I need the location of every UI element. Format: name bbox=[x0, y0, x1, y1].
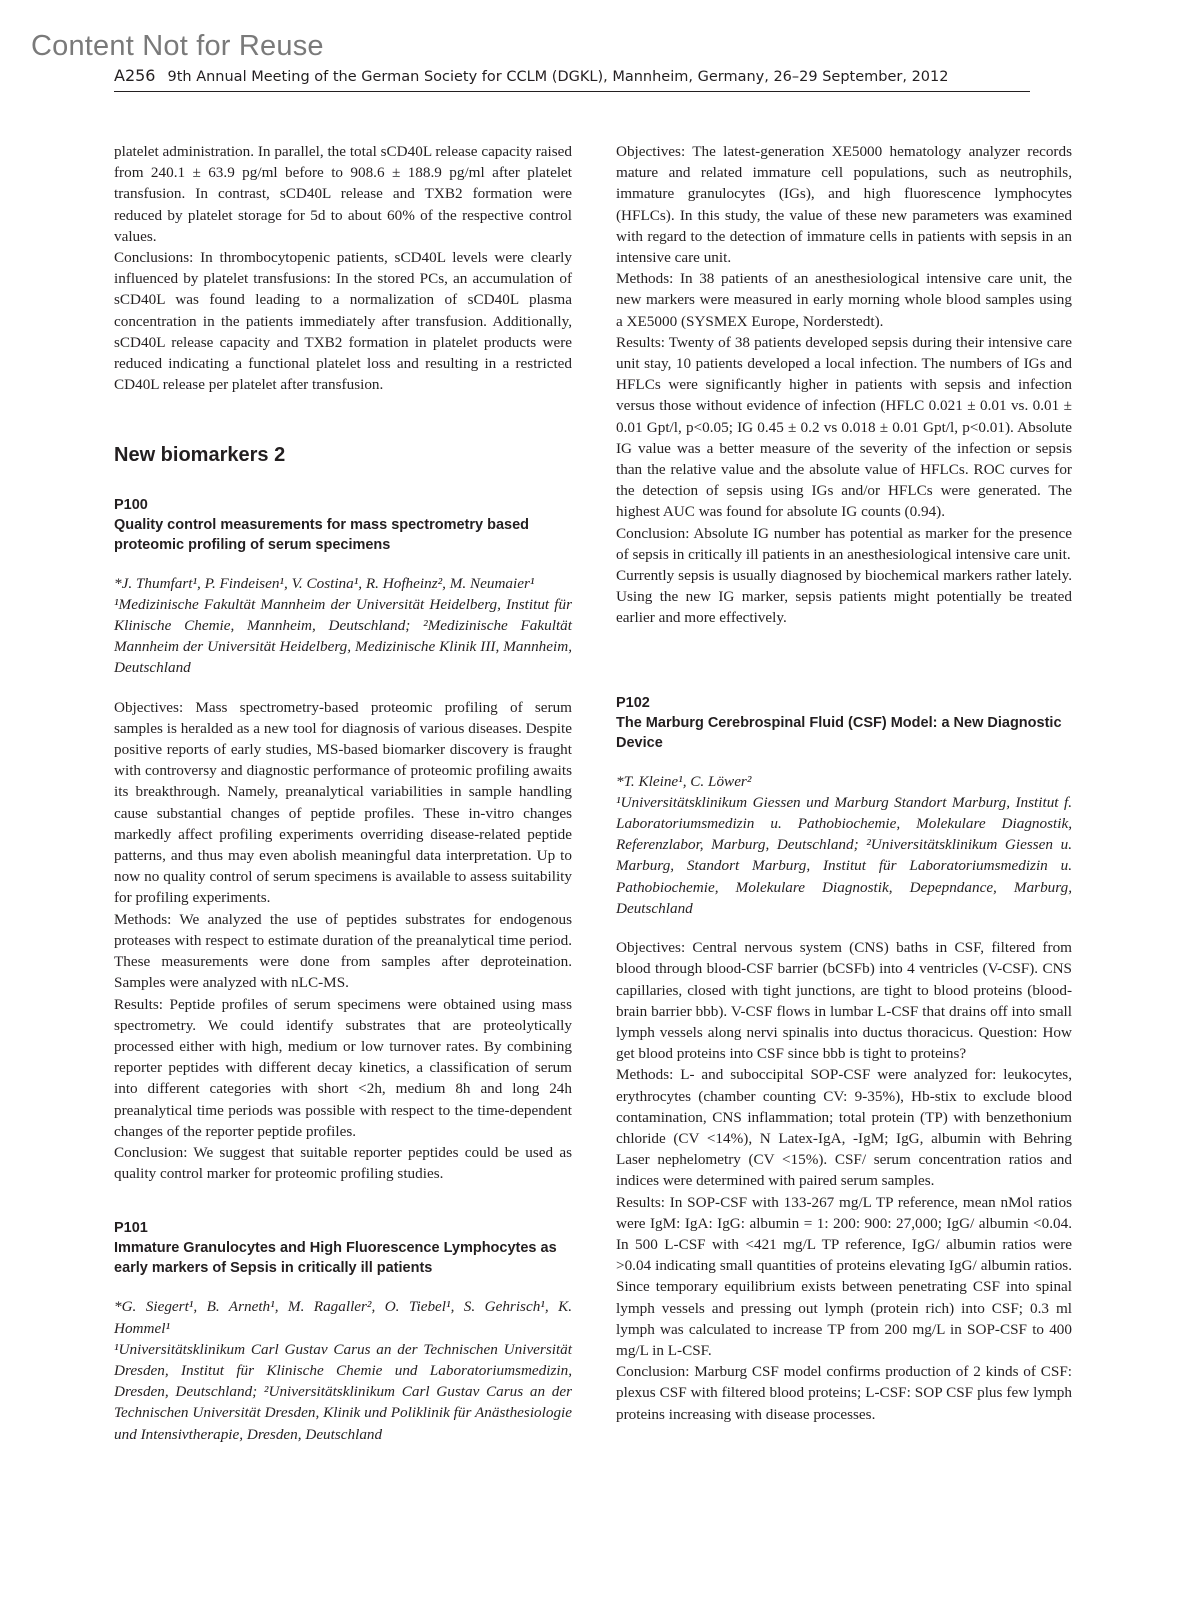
abstract-paragraph: Objectives: The latest-generation XE5000 hematology analyzer records mature and related immature cell populations, such as neutrophils, immature granulocytes (IGs), and high fluorescence lymphocytes (HFLCs). In this study, the value of these new parameters was examined with regard to the detection of immature cells in patients with sepsis in an intensive care unit. bbox=[616, 143, 1072, 267]
abstract-p102 bbox=[616, 693, 1072, 1425]
abstract-paragraph: Methods: In 38 patients of an anesthesiological intensive care unit, the new markers were measured in early morning whole blood samples using a XE5000 (SYSMEX Europe, Norderstedt). bbox=[616, 270, 1072, 330]
abstract-paragraph: Results: Peptide profiles of serum specimens were obtained using mass spectrometry. We could identify substrates that are proteolytically processed either with high, medium or low turnover rates. By combining reporter peptides with different decay kinetics, a classification of serum into different categories with short <2h, medium 8h and long 24h preanalytical time periods was possible with respect to the time-dependent changes of the reporter peptide profiles. bbox=[114, 995, 572, 1140]
abstract-title: Quality control measurements for mass spectrometry based proteomic profiling of serum specimens bbox=[114, 516, 530, 553]
abstract-affiliations: ¹Universitätsklinikum Carl Gustav Carus an der Technischen Universität Dresden, Institut für Klinische Chemie und Laboratoriumsmedizin, Dresden, Deutschland; ²Universitätsklinikum Carl Gustav Carus an der Technischen Universität Dresden, Klinik und Poliklinik für Anästhesiologie und Intensivtherapie, Dresden, Deutschland bbox=[114, 1340, 572, 1443]
abstract-id: P100 bbox=[114, 496, 148, 513]
left-column bbox=[114, 141, 572, 1445]
continuation-paragraph: Conclusions: In thrombocytopenic patients, sCD40L levels were clearly influenced by platelet transfusions: In the stored PCs, an accumulation of sCD40L was found leading to a normalization of sCD40L plasma concentration in the patients immediately after transfusion. Additionally, sCD40L release capacity and TXB2 formation in platelet products were reduced indicating a functional platelet loss and resulting in a restricted CD40L release per platelet after transfusion. bbox=[114, 249, 572, 394]
page-number: A256 bbox=[114, 66, 156, 85]
abstract-id: P102 bbox=[616, 694, 650, 711]
abstract-affiliations: ¹Universitätsklinikum Giessen und Marburg Standort Marburg, Institut f. Laboratoriumsmedizin u. Pathobiochemie, Molekulare Diagnostik, Referenzlabor, Marburg, Deutschland; ²Universitätsklinikum Giessen u. Marburg, Standort Marburg, Institut für Laboratoriumsmedizin u. Pathobiochemie, Molekulare Diagnostik, Depepndance, Marburg, Deutschland bbox=[616, 793, 1072, 917]
abstract-authors: *G. Siegert¹, B. Arneth¹, M. Ragaller², O. Tiebel¹, S. Gehrisch¹, K. Hommel¹ bbox=[114, 1298, 572, 1337]
abstract-paragraph: Conclusion: We suggest that suitable reporter peptides could be used as quality control marker for proteomic profiling studies. bbox=[114, 1143, 572, 1183]
running-header bbox=[114, 66, 1030, 92]
abstract-paragraph: Methods: We analyzed the use of peptides substrates for endogenous proteases with respect to estimate duration of the preanalytical time period. These measurements were done from samples after deproteination. Samples were analyzed with nLC-MS. bbox=[114, 910, 572, 992]
abstract-paragraph: Methods: L- and suboccipital SOP-CSF were analyzed for: leukocytes, erythrocytes (chamber counting CV: 9-35%), Hb-stix to exclude blood contamination, CNS inflammation; total protein (TP) with benzethonium chloride (CV <14%), N Latex-IgA, -IgM; IgG, albumin with Behring Laser nephelometry (CV <15%). CSF/ serum concentration ratios and indices were determined with paired serum samples. bbox=[616, 1066, 1072, 1190]
abstract-paragraph: Conclusion: Absolute IG number has potential as marker for the presence of sepsis in critically ill patients in an anesthesiological intensive care unit. bbox=[616, 524, 1072, 563]
abstract-paragraph: Currently sepsis is usually diagnosed by biochemical markers rather lately. Using the new IG marker, sepsis patients might potentially be treated earlier and more effectively. bbox=[616, 567, 1072, 627]
abstract-paragraph: Conclusion: Marburg CSF model confirms production of 2 kinds of CSF: plexus CSF with filtered blood proteins; L-CSF: SOP CSF plus few lymph proteins increasing with disease processes. bbox=[616, 1363, 1072, 1423]
abstract-affiliations: ¹Medizinische Fakultät Mannheim der Universität Heidelberg, Institut für Klinische Chemie, Mannheim, Deutschland; ²Medizinische Fakultät Mannheim der Universität Heidelberg, Medizinische Klinik III, Mannheim, Deutschland bbox=[114, 595, 572, 677]
continuation-paragraph: platelet administration. In parallel, the total sCD40L release capacity raised from 240.1 ± 63.9 pg/ml before to 908.6 ± 188.9 pg/ml after platelet transfusion. In contrast, sCD40L release and TXB2 formation were reduced by platelet storage for 5d to about 60% of the respective control values. bbox=[114, 143, 572, 245]
abstract-paragraph: Objectives: Mass spectrometry-based proteomic profiling of serum samples is heralded as a new tool for diagnosis of various diseases. Despite positive reports of early studies, MS-based biomarker discovery is fraught with controversy and diagnostic performance of proteomic profiling awaits its breakthrough. Namely, preanalytical variabilities in sample handling cause substantial changes of peptide profiles. These in-vitro changes markedly affect profiling experiments overriding disease-related peptide patterns, and thus may even abolish meaningful data interpretation. Up to now no quality control of serum specimens is available to assess suitability for profiling experiments. bbox=[114, 698, 572, 907]
abstract-authors: *J. Thumfart¹, P. Findeisen¹, V. Costina¹, R. Hofheinz², M. Neumaier¹ bbox=[114, 574, 535, 592]
section-title: New biomarkers 2 bbox=[114, 444, 286, 467]
right-column bbox=[616, 141, 1072, 1425]
abstract-title: Immature Granulocytes and High Fluorescence Lymphocytes as early markers of Sepsis in critically ill patients bbox=[114, 1240, 557, 1277]
abstract-p101 bbox=[114, 1218, 572, 1444]
abstract-paragraph: Results: In SOP-CSF with 133-267 mg/L TP reference, mean nMol ratios were IgM: IgA: IgG: albumin = 1: 200: 900: 27,000; IgG/ albumin <0.04. In 500 L-CSF with <421 mg/L TP reference, IgG/ albumin ratios were >0.04 indicating small quantities of proteins elevating IgG/ albumin ratios. Since temporary equilibrium exists between penetrating CSF into spinal lymph vessels and pressing out lymph (protein rich) into CSF; 0.3 ml lymph was calculated to increase TP from 200 mg/L in SOP-CSF to 400 mg/L in L-CSF. bbox=[616, 1193, 1072, 1359]
abstract-p101-body bbox=[616, 141, 1072, 629]
abstract-id: P101 bbox=[114, 1220, 148, 1237]
abstract-p100 bbox=[114, 495, 572, 1185]
abstract-authors: *T. Kleine¹, C. Löwer² bbox=[616, 772, 752, 790]
abstract-paragraph: Objectives: Central nervous system (CNS) baths in CSF, filtered from blood through blood-CSF barrier (bCSFb) into 4 ventricles (V-CSF). CNS capillaries, closed with tight junctions, are tight to blood proteins (blood-brain barrier bbb). V-CSF flows in lumbar L-CSF that drains off into small lymph vessels along nervi spinalis into ductus thoracicus. Question: How get blood proteins into CSF since bbb is tight to proteins? bbox=[616, 939, 1072, 1063]
abstract-title: The Marburg Cerebrospinal Fluid (CSF) Model: a New Diagnostic Device bbox=[616, 714, 1062, 751]
abstract-paragraph: Results: Twenty of 38 patients developed sepsis during their intensive care unit stay, 10 patients developed a local infection. The numbers of IGs and HFLCs were significantly higher in patients with sepsis and infection versus those without evidence of infection (HFLC 0.021 ± 0.01 vs. 0.01 ± 0.01 Gpt/l, p<0.05; IG 0.45 ± 0.2 vs 0.018 ± 0.01 Gpt/l, p<0.01). Absolute IG value was a better measure of the severity of the infection or sepsis than the relative value and the absolute value of HFLCs. ROC curves for the detection of sepsis using IGs and/or HFLCs were generated. The highest AUC was found for absolute IG counts (0.94). bbox=[616, 333, 1072, 521]
watermark: Content Not for Reuse bbox=[31, 30, 324, 62]
journal-line: 9th Annual Meeting of the German Society for CCLM (DGKL), Mannheim, Germany, 26–29 September, 2012 bbox=[167, 69, 949, 85]
